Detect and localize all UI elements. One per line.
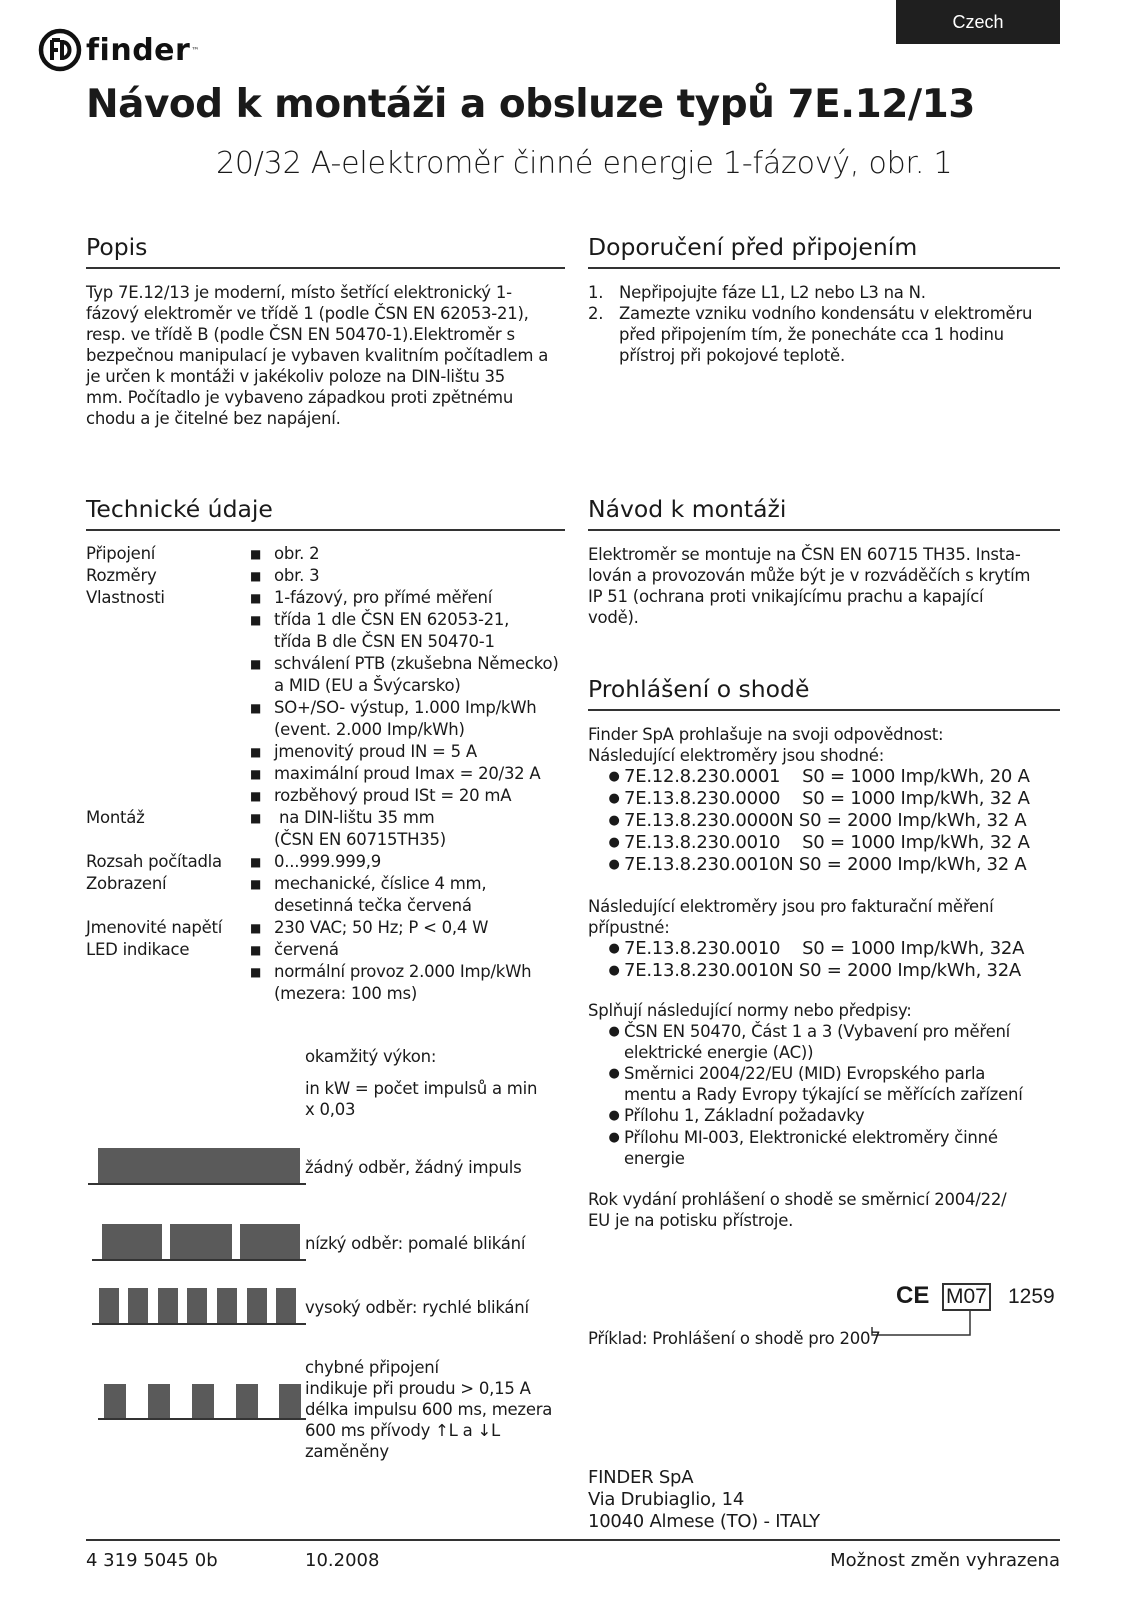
popis-line: mm. Počítadlo je vybaveno západkou proti zpětnému xyxy=(86,388,514,407)
list-item xyxy=(588,810,1063,832)
product-list xyxy=(588,766,1063,876)
list-item xyxy=(588,1021,1063,1063)
list-text: přístroj při pokojové teplotě. xyxy=(619,346,845,365)
list-number: 2. xyxy=(588,304,604,323)
list-item xyxy=(588,1105,1063,1127)
montaz-line: vodě). xyxy=(588,608,639,627)
tech-row xyxy=(86,565,570,587)
doporuceni-rule xyxy=(588,267,1060,269)
montaz-line: Elektroměr se montuje na ČSN EN 60715 TH35. Insta- xyxy=(588,545,1021,564)
tech-value: (event. 2.000 Imp/kWh) xyxy=(274,720,465,739)
tech-label: LED indikace xyxy=(86,940,190,959)
tech-value: obr. 3 xyxy=(274,566,320,585)
bullet-square-icon: ■ xyxy=(250,921,262,935)
led-pattern-pulse xyxy=(236,1384,258,1418)
norm-line: ČSN EN 50470, Část 1 a 3 (Vybavení pro měření xyxy=(624,1022,1011,1041)
prohlaseni-intro: Následující elektroměry jsou shodné: xyxy=(588,746,885,765)
tech-value: normální provoz 2.000 Imp/kWh xyxy=(274,962,532,981)
tech-value: rozběhový proud ISt = 20 mA xyxy=(274,786,512,805)
tech-row xyxy=(86,807,570,851)
tech-label: Jmenovité napětí xyxy=(86,918,223,937)
list-item xyxy=(588,1063,1063,1105)
notified-body-number: 1259 xyxy=(1008,1285,1055,1308)
tech-value: červená xyxy=(274,940,339,959)
finder-logo-icon xyxy=(38,28,82,72)
led-pattern-pulse xyxy=(128,1288,148,1323)
footer-note: Možnost změn vyhrazena xyxy=(830,1550,1060,1571)
doporuceni-list xyxy=(588,282,1060,366)
bullet-dot-icon: ● xyxy=(608,1130,620,1145)
fakturacni-list xyxy=(588,938,1063,982)
formula-line: in kW = počet impulsů a min xyxy=(305,1079,538,1098)
list-item xyxy=(588,766,1063,788)
product-line: 7E.13.8.230.0010 S0 = 1000 Imp/kWh, 32 A xyxy=(624,832,1030,853)
list-item xyxy=(588,832,1063,854)
tech-value: 1-fázový, pro přímé měření xyxy=(274,588,493,607)
product-line: 7E.12.8.230.0001 S0 = 1000 Imp/kWh, 20 A xyxy=(624,766,1030,787)
rok-line: Rok vydání prohlášení o shodě se směrnicí 2004/22/ xyxy=(588,1190,1007,1209)
norm-line: Přílohu MI-003, Elektronické elektroměry činné xyxy=(624,1128,998,1147)
finder-logo xyxy=(38,26,199,74)
list-number: 1. xyxy=(588,283,604,302)
montaz-line: IP 51 (ochrana proti vnikajícímu prachu a kapající xyxy=(588,587,984,606)
bullet-square-icon: ■ xyxy=(250,789,262,803)
technicke-rule xyxy=(86,529,565,531)
priklad-text: Příklad: Prohlášení o shodě pro 2007 xyxy=(588,1329,881,1348)
bullet-square-icon: ■ xyxy=(250,811,262,825)
bullet-square-icon: ■ xyxy=(250,965,262,979)
led-pattern-pulse xyxy=(240,1224,300,1259)
bullet-square-icon: ■ xyxy=(250,613,262,627)
montaz-text xyxy=(588,544,1063,628)
bullet-square-icon: ■ xyxy=(250,701,262,715)
tech-label: Připojení xyxy=(86,544,156,563)
bullet-square-icon: ■ xyxy=(250,767,262,781)
led-pattern-steady xyxy=(98,1148,300,1183)
list-item xyxy=(588,788,1063,810)
bullet-dot-icon: ● xyxy=(608,813,620,828)
list-text: před připojením tím, že ponecháte cca 1 hodinu xyxy=(619,325,1004,344)
list-item xyxy=(588,960,1063,982)
bullet-dot-icon: ● xyxy=(608,791,620,806)
list-text: Nepřipojujte fáze L1, L2 nebo L3 na N. xyxy=(619,283,926,302)
fakturacni-intro: Následující elektroměry jsou pro fakturační měření xyxy=(588,897,994,916)
tech-row xyxy=(86,851,570,873)
bullet-dot-icon: ● xyxy=(608,835,620,850)
address-block xyxy=(588,1467,820,1533)
product-line: 7E.13.8.230.0010 S0 = 1000 Imp/kWh, 32A xyxy=(624,938,1025,959)
tech-value: 230 VAC; 50 Hz; P < 0,4 W xyxy=(274,918,489,937)
metrology-mark: M07 xyxy=(942,1283,991,1311)
address-line: FINDER SpA xyxy=(588,1467,694,1488)
tech-value: obr. 2 xyxy=(274,544,320,563)
bullet-square-icon: ■ xyxy=(250,855,262,869)
led-pattern-baseline xyxy=(92,1323,306,1325)
led-pattern-pulse xyxy=(148,1384,170,1418)
mark-leader-line xyxy=(868,1309,978,1339)
prohlaseni-body xyxy=(588,724,1063,1231)
tech-value: (ČSN EN 60715TH35) xyxy=(274,830,446,849)
prohlaseni-heading: Prohlášení o shodě xyxy=(588,675,810,703)
norm-line: Přílohu 1, Základní požadavky xyxy=(624,1106,865,1125)
list-item xyxy=(588,1127,1063,1169)
address-line: Via Drubiaglio, 14 xyxy=(588,1489,745,1510)
tech-value: třída 1 dle ČSN EN 62053-21, xyxy=(274,610,510,629)
bullet-dot-icon: ● xyxy=(608,1024,620,1039)
okamzity-label: okamžitý výkon: xyxy=(305,1047,437,1066)
list-item xyxy=(588,303,1060,366)
led-pattern-baseline xyxy=(98,1418,306,1420)
bullet-square-icon: ■ xyxy=(250,569,262,583)
tech-value: maximální proud Imax = 20/32 A xyxy=(274,764,541,783)
led-pattern-pulse xyxy=(279,1384,301,1418)
led-pattern-pulse xyxy=(104,1384,126,1418)
okamzity-formula xyxy=(305,1078,537,1120)
led-pattern-pulse xyxy=(187,1288,207,1323)
popis-rule xyxy=(86,267,565,269)
formula-line: x 0,03 xyxy=(305,1100,356,1119)
popis-line: chodu a je čitelné bez napájení. xyxy=(86,409,341,428)
tech-row xyxy=(86,939,570,1005)
led-state-label: žádný odběr, žádný impuls xyxy=(305,1158,522,1177)
popis-heading: Popis xyxy=(86,233,148,261)
list-item xyxy=(588,938,1063,960)
page-subtitle: 20/32 A-elektroměr činné energie 1-fázový, obr. 1 xyxy=(216,146,953,181)
tech-label: Rozsah počítadla xyxy=(86,852,222,871)
led-pattern-pulse xyxy=(102,1224,162,1259)
norm-line: energie xyxy=(624,1149,685,1168)
tech-value: SO+/SO- výstup, 1.000 Imp/kWh xyxy=(274,698,537,717)
technicke-heading: Technické údaje xyxy=(86,495,273,523)
montaz-line: lován a provozován může být je v rozváděčích s krytím xyxy=(588,566,1031,585)
popis-line: Typ 7E.12/13 je moderní, místo šetřící elektronický 1- xyxy=(86,283,512,302)
tech-value: mechanické, číslice 4 mm, xyxy=(274,874,487,893)
logo-trademark: ™ xyxy=(191,45,200,55)
led-pattern-pulse xyxy=(158,1288,178,1323)
product-line: 7E.13.8.230.0010N S0 = 2000 Imp/kWh, 32 A xyxy=(624,854,1027,875)
product-line: 7E.13.8.230.0010N S0 = 2000 Imp/kWh, 32A xyxy=(624,960,1021,981)
bullet-dot-icon: ● xyxy=(608,857,620,872)
bullet-dot-icon: ● xyxy=(608,963,620,978)
led-state-line: 600 ms přívody ↑L a ↓L xyxy=(305,1421,500,1440)
tech-row xyxy=(86,587,570,807)
tech-value: třída B dle ČSN EN 50470-1 xyxy=(274,632,495,651)
led-state-line: chybné připojení xyxy=(305,1358,439,1377)
tech-value: na DIN-lištu 35 mm xyxy=(274,808,435,827)
list-text: Zamezte vzniku vodního kondensátu v elektroměru xyxy=(619,304,1033,323)
fakturacni-intro: přípustné: xyxy=(588,918,670,937)
norm-line: mentu a Rady Evropy týkající se měřících zařízení xyxy=(624,1085,1023,1104)
doporuceni-heading: Doporučení před připojením xyxy=(588,233,918,261)
tech-row xyxy=(86,917,570,939)
popis-line: bezpečnou manipulací je vybaven kvalitním počítadlem a xyxy=(86,346,549,365)
list-item xyxy=(588,854,1063,876)
tech-row xyxy=(86,873,570,917)
page-title: Návod k montáži a obsluze typů 7E.12/13 xyxy=(86,82,975,127)
bullet-square-icon: ■ xyxy=(250,745,262,759)
led-state-line: indikuje při proudu > 0,15 A xyxy=(305,1379,531,1398)
tech-value: desetinná tečka červená xyxy=(274,896,472,915)
prohlaseni-intro: Finder SpA prohlašuje na svoji odpovědnost: xyxy=(588,725,944,744)
popis-line: resp. ve třídě B (podle ČSN EN 50470-1).Elektroměr s xyxy=(86,325,515,344)
tech-value: a MID (EU a Švýcarsko) xyxy=(274,676,461,695)
document-date: 10.2008 xyxy=(305,1550,380,1571)
led-pattern-pulse xyxy=(192,1384,214,1418)
led-state-label: nízký odběr: pomalé blikání xyxy=(305,1234,526,1253)
logo-wordmark: finder xyxy=(86,32,191,68)
tech-value: jmenovitý proud IN = 5 A xyxy=(274,742,477,761)
norm-line: Směrnici 2004/22/EU (MID) Evropského parla xyxy=(624,1064,986,1083)
popis-line: je určen k montáži v jakékoliv poloze na DIN-lištu 35 xyxy=(86,367,506,386)
bullet-square-icon: ■ xyxy=(250,591,262,605)
led-pattern-baseline xyxy=(92,1259,306,1261)
address-line: 10040 Almese (TO) - ITALY xyxy=(588,1511,820,1532)
led-state-label: vysoký odběr: rychlé blikání xyxy=(305,1298,529,1317)
bullet-square-icon: ■ xyxy=(250,547,262,561)
bullet-square-icon: ■ xyxy=(250,943,262,957)
footer-rule xyxy=(86,1539,1060,1541)
rok-line: EU je na potisku přístroje. xyxy=(588,1211,794,1230)
language-tab: Czech xyxy=(896,0,1060,44)
tech-value: (mezera: 100 ms) xyxy=(274,984,418,1003)
bullet-dot-icon: ● xyxy=(608,1066,620,1081)
tech-value: schválení PTB (zkušebna Německo) xyxy=(274,654,559,673)
tech-label: Montáž xyxy=(86,808,145,827)
montaz-heading: Návod k montáži xyxy=(588,495,787,523)
tech-label: Zobrazení xyxy=(86,874,167,893)
led-pattern-pulse xyxy=(276,1288,296,1323)
bullet-dot-icon: ● xyxy=(608,1108,620,1123)
normy-intro: Splňují následující normy nebo předpisy: xyxy=(588,1001,912,1020)
led-state-label xyxy=(305,1357,552,1462)
normy-list xyxy=(588,1021,1063,1169)
bullet-square-icon: ■ xyxy=(250,877,262,891)
tech-row xyxy=(86,543,570,565)
popis-line: fázový elektroměr ve třídě 1 (podle ČSN EN 62053-21), xyxy=(86,304,529,323)
montaz-rule xyxy=(588,529,1060,531)
tech-label: Vlastnosti xyxy=(86,588,165,607)
list-item xyxy=(588,282,1060,303)
bullet-square-icon: ■ xyxy=(250,657,262,671)
led-pattern-pulse xyxy=(99,1288,119,1323)
tech-value: 0...999.999,9 xyxy=(274,852,381,871)
norm-line: elektrické energie (AC)) xyxy=(624,1043,814,1062)
product-line: 7E.13.8.230.0000 S0 = 1000 Imp/kWh, 32 A xyxy=(624,788,1030,809)
popis-text xyxy=(86,282,568,429)
led-pattern-pulse xyxy=(170,1224,232,1259)
led-pattern-pulse xyxy=(247,1288,267,1323)
led-state-line: zaměněny xyxy=(305,1442,389,1461)
product-line: 7E.13.8.230.0000N S0 = 2000 Imp/kWh, 32 A xyxy=(624,810,1027,831)
led-pattern-pulse xyxy=(217,1288,237,1323)
led-state-line: délka impulsu 600 ms, mezera xyxy=(305,1400,553,1419)
document-code: 4 319 5045 0b xyxy=(86,1550,218,1571)
prohlaseni-rule xyxy=(588,709,1060,711)
bullet-dot-icon: ● xyxy=(608,769,620,784)
technicke-table xyxy=(86,543,570,1005)
led-pattern-baseline xyxy=(88,1183,306,1185)
bullet-dot-icon: ● xyxy=(608,941,620,956)
ce-mark-icon: CE xyxy=(896,1282,930,1309)
tech-label: Rozměry xyxy=(86,566,157,585)
